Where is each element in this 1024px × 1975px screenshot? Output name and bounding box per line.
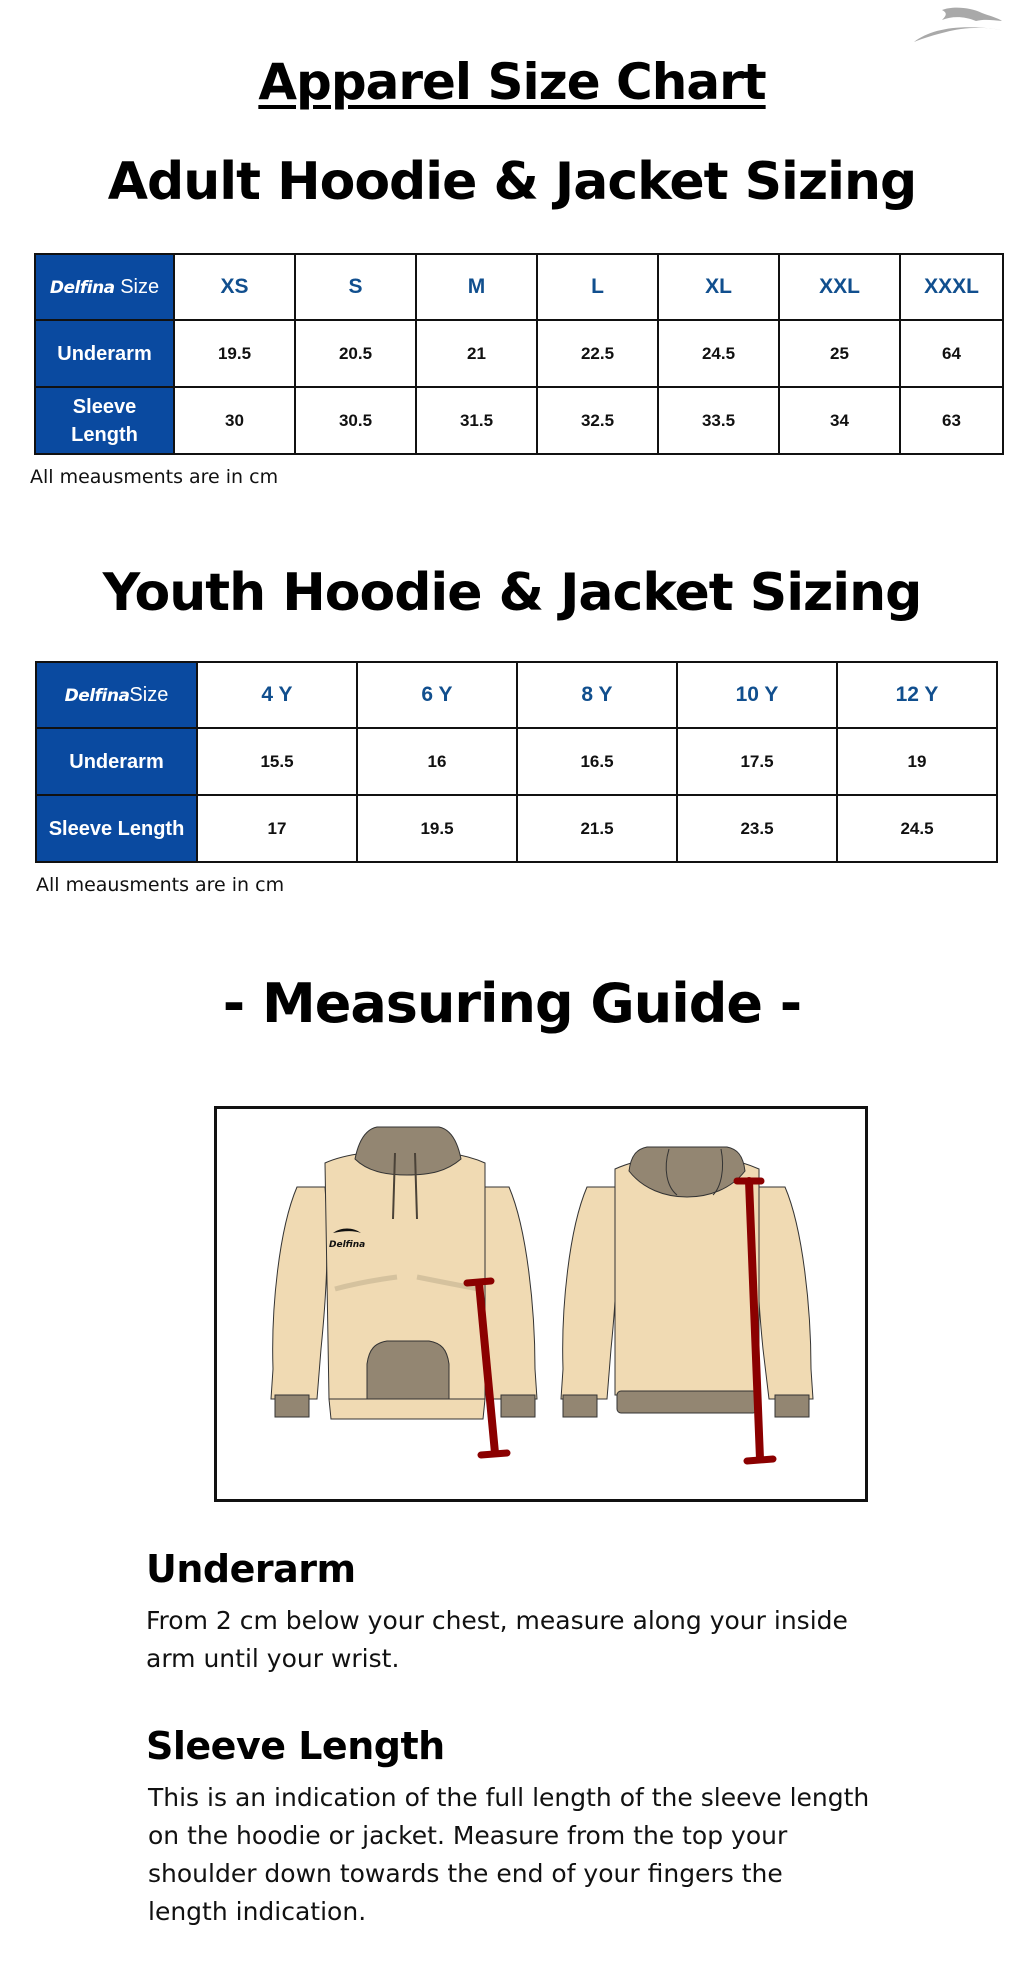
table-cell: 31.5	[416, 387, 537, 454]
table-row	[36, 728, 997, 795]
size-l: L	[537, 254, 658, 320]
table-cell: 23.5	[677, 795, 837, 862]
table-cell: 32.5	[537, 387, 658, 454]
youth-size-table	[35, 661, 998, 863]
size-12y: 12 Y	[837, 662, 997, 728]
table-cell: 33.5	[658, 387, 779, 454]
table-row	[35, 387, 1003, 454]
table-cell: 21	[416, 320, 537, 387]
youth-size-header-row	[36, 662, 997, 728]
adult-sizing-title: Adult Hoodie & Jacket Sizing	[107, 152, 917, 212]
table-cell: 24.5	[837, 795, 997, 862]
table-cell: 24.5	[658, 320, 779, 387]
table-cell: 17.5	[677, 728, 837, 795]
table-cell: 21.5	[517, 795, 677, 862]
hoodie-back-icon	[561, 1147, 813, 1417]
table-cell: 20.5	[295, 320, 416, 387]
row-label-underarm: Underarm	[35, 320, 174, 387]
size-xxxl: XXXL	[900, 254, 1003, 320]
size-xxl: XXL	[779, 254, 900, 320]
table-cell: 30	[174, 387, 295, 454]
table-cell: 16	[357, 728, 517, 795]
adult-size-table	[34, 253, 1004, 455]
measuring-illustration	[214, 1106, 868, 1502]
table-cell: 25	[779, 320, 900, 387]
table-cell: 17	[197, 795, 357, 862]
table-row	[35, 320, 1003, 387]
measuring-guide-title: - Measuring Guide -	[222, 972, 802, 1035]
table-cell: 22.5	[537, 320, 658, 387]
size-xl: XL	[658, 254, 779, 320]
size-8y: 8 Y	[517, 662, 677, 728]
row-label-sleeve-length: Sleeve Length	[35, 387, 174, 454]
underarm-heading: Underarm	[146, 1547, 356, 1591]
svg-text:Delfina: Delfina	[329, 1240, 366, 1250]
table-cell: 34	[779, 387, 900, 454]
size-s: S	[295, 254, 416, 320]
table-cell: 15.5	[197, 728, 357, 795]
table-row	[36, 795, 997, 862]
table-cell: 30.5	[295, 387, 416, 454]
table-cell: 19.5	[357, 795, 517, 862]
underarm-description: From 2 cm below your chest, measure along your inside arm until your wrist.	[146, 1606, 848, 1673]
table-cell: 19.5	[174, 320, 295, 387]
size-xs: XS	[174, 254, 295, 320]
size-m: M	[416, 254, 537, 320]
size-4y: 4 Y	[197, 662, 357, 728]
size-header-label: DelfinaSize	[36, 662, 197, 728]
brand-name: Delfina	[49, 277, 115, 298]
hoodie-front-icon	[271, 1127, 537, 1419]
row-label-underarm: Underarm	[36, 728, 197, 795]
sleeve-length-description: This is an indication of the full length of the sleeve length on the hoodie or jacket. Measure from the top your shoulder down towards the end of your fingers the length indication.	[148, 1783, 870, 1926]
size-header-label: Delfina Size	[35, 254, 174, 320]
size-10y: 10 Y	[677, 662, 837, 728]
sleeve-length-heading: Sleeve Length	[146, 1724, 445, 1768]
youth-units-note: All meausments are in cm	[36, 874, 285, 896]
page-title: Apparel Size Chart	[258, 53, 766, 111]
dolphin-logo-icon	[912, 4, 1004, 44]
table-cell: 19	[837, 728, 997, 795]
table-cell: 16.5	[517, 728, 677, 795]
table-cell: 63	[900, 387, 1003, 454]
size-6y: 6 Y	[357, 662, 517, 728]
table-cell: 64	[900, 320, 1003, 387]
youth-sizing-title: Youth Hoodie & Jacket Sizing	[102, 563, 922, 623]
brand-name: Delfina	[64, 685, 130, 706]
row-label-sleeve-length: Sleeve Length	[36, 795, 197, 862]
adult-size-header-row	[35, 254, 1003, 320]
adult-units-note: All meausments are in cm	[30, 466, 279, 488]
